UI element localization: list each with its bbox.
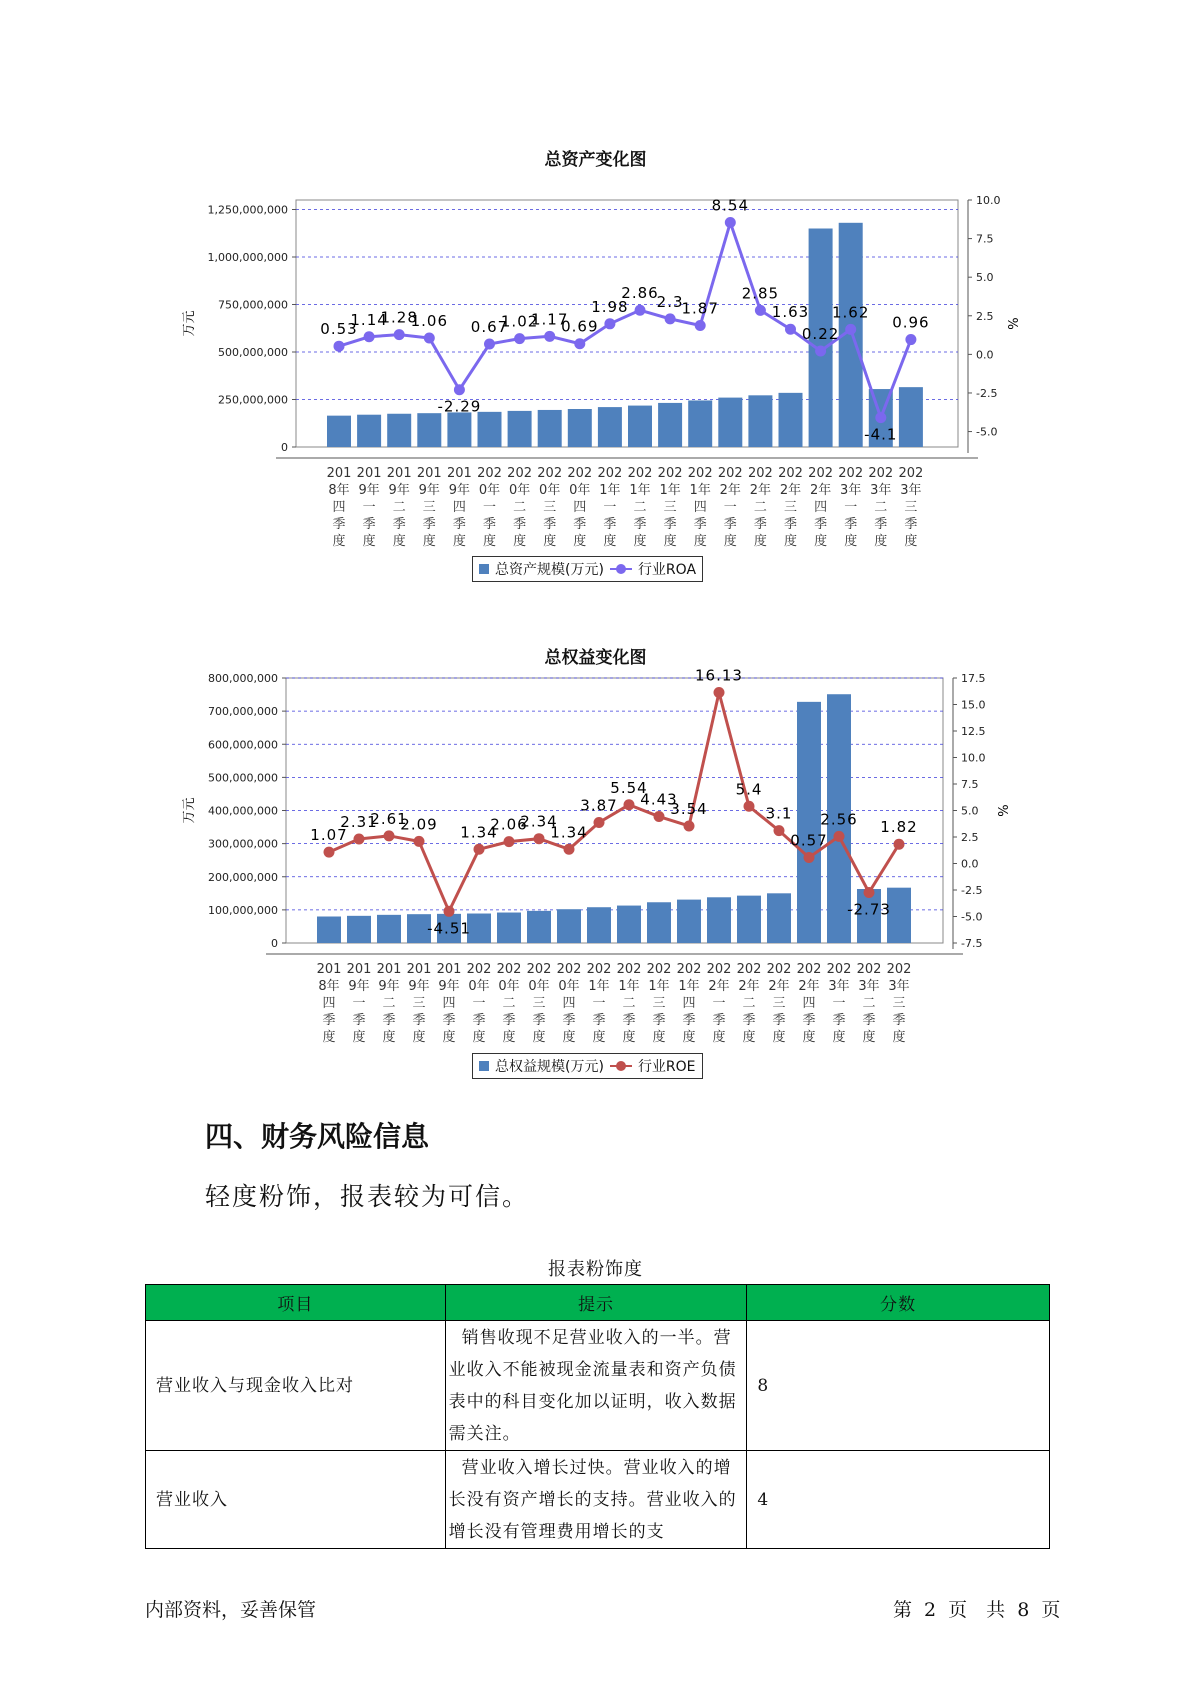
data-label: 16.13 [695,668,743,685]
data-label: 2.34 [520,812,558,831]
data-label: 2.85 [741,284,780,303]
line-point [905,334,916,345]
left-tick-label: 250,000,000 [218,393,288,407]
bar [628,406,652,447]
x-tick-label: 202 0年四季度 [556,962,582,1045]
line-point [635,305,646,316]
legend-bar-label: 总权益规模(万元) [495,1059,604,1075]
data-label: 1.07 [310,826,348,845]
legend-bar-label: 总资产规模(万元) [495,562,604,578]
line-point [624,799,635,810]
line-point [444,906,455,917]
legend-bar-swatch [479,1061,489,1071]
right-tick-label: 5.0 [976,271,994,285]
data-label: -2.73 [847,900,891,919]
chart1-legend [472,556,703,582]
x-tick-label: 202 0年一季度 [466,962,492,1045]
bar [478,412,502,447]
line-point [875,412,886,423]
right-tick-label: 12.5 [961,725,986,738]
line-point [815,345,826,356]
x-tick-label: 202 0年三季度 [526,962,552,1045]
data-label: 0.22 [801,324,840,343]
right-tick-label: 5.0 [961,804,979,818]
line-point [864,887,875,898]
line-point [394,329,405,340]
data-label: 1.02 [500,312,539,331]
left-tick-label: 0 [281,441,288,454]
right-tick-label: -7.5 [961,937,983,950]
line-point [454,384,465,395]
left-tick-label: 750,000,000 [218,298,288,312]
data-label: 0.57 [790,831,828,850]
right-tick-label: -5.0 [976,425,998,439]
x-tick-label: 202 0年四季度 [567,466,593,549]
line-point [894,839,905,850]
left-tick-label: 0 [271,937,278,950]
bar [527,911,551,943]
bar [677,900,701,943]
left-tick-label: 400,000,000 [208,804,278,818]
bar [568,409,592,447]
x-tick-label: 201 8年四季度 [316,962,342,1045]
bar [317,917,341,944]
row-hint [445,1451,747,1549]
left-tick-label: 500,000,000 [208,771,278,785]
bar [538,410,562,447]
line-point [534,833,545,844]
data-label: 0.96 [892,313,930,332]
bar [797,702,821,943]
line-point [484,339,495,350]
line-point [424,333,435,344]
right-axis-title: % [997,804,1012,817]
legend-line-label: 行业ROA [637,562,697,578]
x-tick-label: 202 1年三季度 [657,466,683,549]
right-axis-title: % [1007,317,1022,330]
line-point [334,341,345,352]
row-score: 4 [747,1451,1050,1549]
data-label: -4.1 [864,425,898,444]
chart1-title: 总资产变化图 [544,150,647,170]
right-tick-label: 15.0 [961,698,986,712]
line-point [654,811,665,822]
table-row [146,1451,1050,1549]
bar [647,902,671,943]
data-label: 1.14 [350,310,388,329]
x-tick-label: 201 9年一季度 [346,962,372,1045]
data-label: 1.98 [591,297,629,316]
bar [347,916,371,943]
data-label: 3.54 [670,799,708,818]
chart2-title: 总权益变化图 [544,648,647,668]
right-tick-label: -5.0 [961,910,983,924]
data-label: 8.54 [711,196,750,215]
x-tick-label: 202 1年二季度 [627,466,653,549]
row-item: 营业收入与现金收入比对 [146,1321,446,1451]
x-tick-label: 202 0年三季度 [537,466,563,549]
risk-table [145,1284,1050,1549]
bar [899,387,923,447]
right-tick-label: 0.0 [976,348,994,362]
left-tick-label: 300,000,000 [208,837,278,851]
data-label: 1.28 [380,308,418,327]
line-point [845,324,856,335]
left-tick-label: 1,000,000,000 [207,251,288,264]
bar [357,415,381,447]
left-tick-label: 100,000,000 [208,903,278,917]
data-label: 2.86 [621,284,659,303]
bar [767,893,791,943]
data-label: 1.34 [550,823,588,842]
left-axis-title: 万元 [182,797,197,824]
data-label: 2.3 [656,292,684,311]
left-tick-label: 500,000,000 [218,346,288,359]
right-tick-label: 17.5 [961,672,986,685]
bar [748,395,772,447]
line-point [684,820,695,831]
x-tick-label: 202 2年四季度 [796,962,822,1045]
right-tick-label: 7.5 [961,778,979,791]
line-point [755,305,766,316]
data-label: 5.4 [735,780,763,799]
right-tick-label: 10.0 [976,194,1001,207]
line-point [774,825,785,836]
right-tick-label: -2.5 [976,386,998,400]
x-tick-label: 202 3年一季度 [826,962,852,1045]
data-label: 5.54 [610,778,648,797]
x-tick-label: 201 9年三季度 [406,962,432,1045]
bar [658,403,682,447]
footer-right: 第 2 页 共 8 页 [893,1599,1061,1621]
line-point [354,834,365,845]
data-label: 1.17 [530,310,569,329]
x-tick-label: 202 2年三季度 [766,962,792,1045]
data-label: 0.69 [561,317,599,336]
row-hint-text: 营业收入增长过快。营业收入的增长没有资产增长的支持。营业收入的增长没有管理费用增长的支 [448,1457,737,1542]
row-item: 营业收入 [146,1451,446,1549]
data-label: 2.31 [340,813,378,832]
x-tick-label: 201 9年二季度 [386,466,412,549]
line-point [564,844,575,855]
right-tick-label: 10.0 [961,751,986,765]
line-point [834,831,845,842]
x-tick-label: 202 0年二季度 [496,962,522,1045]
x-tick-label: 202 3年三季度 [898,466,924,549]
right-tick-label: 2.5 [961,831,979,844]
bar [508,411,532,447]
data-label: 2.06 [490,815,528,834]
data-label: 2.56 [820,810,858,829]
table-header-row [146,1285,1050,1321]
line-point [714,687,725,698]
x-tick-label: 202 3年二季度 [868,466,894,549]
x-tick-label: 202 2年四季度 [808,466,834,549]
line-point [594,817,605,828]
bar [497,913,521,943]
header-hint: 提示 [445,1285,747,1321]
data-label: 1.62 [831,303,870,322]
left-tick-label: 1,250,000,000 [207,203,288,217]
total-equity-chart [0,668,1191,1088]
data-label: 3.87 [580,796,618,815]
chart2-legend [472,1053,703,1079]
bar [718,398,742,447]
line-point [544,331,555,342]
data-label: 0.67 [470,318,509,337]
x-tick-label: 202 3年三季度 [886,962,912,1045]
left-tick-label: 600,000,000 [208,738,278,752]
x-tick-label: 201 9年一季度 [356,466,382,549]
line-point [384,830,395,841]
x-tick-label: 202 2年二季度 [747,466,773,549]
row-score: 8 [747,1321,1050,1451]
line-point [665,313,676,324]
data-label: -2.29 [437,397,482,416]
data-label: 1.63 [771,303,810,322]
bar [387,414,411,447]
x-tick-label: 202 3年二季度 [856,962,882,1045]
x-tick-label: 202 1年四季度 [676,962,702,1045]
bar [587,907,611,943]
line-point [414,836,425,847]
row-hint: 销售收现不足营业收入的一半。营业收入不能被现金流量表和资产负债表中的科目变化加以证明，收入数据需关注。 [445,1321,747,1451]
line-point [725,217,736,228]
data-label: -4.51 [427,919,471,938]
x-tick-label: 202 1年一季度 [597,466,623,549]
footer-left: 内部资料，妥善保管 [145,1599,317,1621]
line-point [364,331,375,342]
x-tick-label: 201 9年三季度 [416,466,442,549]
x-tick-label: 202 1年三季度 [646,962,672,1045]
data-label: 1.06 [410,312,449,331]
x-tick-label: 202 2年三季度 [778,466,803,549]
bar [617,906,641,943]
line-point [514,333,525,344]
legend-bar-swatch [479,564,489,574]
legend-line-swatch [610,1065,632,1067]
bar [447,412,471,447]
x-tick-label: 202 1年二季度 [616,962,642,1045]
bar [779,393,803,447]
x-tick-label: 201 8年四季度 [326,466,352,549]
data-label: 2.09 [400,815,438,834]
bar [557,909,581,943]
table-row [146,1321,1050,1451]
x-tick-label: 201 9年四季度 [446,466,472,549]
header-score: 分数 [747,1285,1050,1321]
bar [707,897,731,943]
line-point [324,847,335,858]
left-tick-label: 800,000,000 [208,672,278,685]
x-tick-label: 201 9年四季度 [436,962,462,1045]
bar [377,915,401,943]
section-text: 轻度粉饰，报表较为可信。 [205,1182,530,1211]
bar [327,416,351,447]
bar [737,896,761,943]
line-point [604,318,615,329]
data-label: 4.43 [640,790,678,809]
bar [688,400,712,447]
line-point [574,338,585,349]
x-tick-label: 201 9年二季度 [376,962,402,1045]
x-tick-label: 202 3年一季度 [838,466,864,549]
bar [417,413,441,447]
x-tick-label: 202 2年一季度 [717,466,743,549]
x-tick-label: 202 2年二季度 [736,962,762,1045]
data-label: 1.87 [681,299,719,318]
legend-line-swatch [610,568,632,570]
data-label: 1.82 [880,818,918,837]
line-point [785,324,796,335]
line-point [504,836,515,847]
table-caption: 报表粉饰度 [548,1259,643,1280]
line-point [474,844,485,855]
data-label: 2.61 [370,809,408,828]
header-item: 项目 [146,1285,446,1321]
right-tick-label: -2.5 [961,884,983,897]
x-tick-label: 202 0年一季度 [477,466,502,549]
left-tick-label: 700,000,000 [208,705,278,719]
right-tick-label: 7.5 [976,232,994,246]
legend-line-label: 行业ROE [637,1059,696,1075]
left-tick-label: 200,000,000 [208,870,278,884]
right-tick-label: 0.0 [961,857,979,871]
right-tick-label: 2.5 [976,309,994,323]
line-point [744,801,755,812]
x-tick-label: 202 1年四季度 [687,466,713,549]
left-axis-title: 万元 [182,310,197,337]
x-tick-label: 202 1年一季度 [586,962,612,1045]
section-heading: 四、财务风险信息 [205,1120,430,1153]
x-tick-label: 202 2年一季度 [706,962,732,1045]
data-label: 3.1 [765,804,793,823]
bar [598,407,622,447]
data-label: 1.34 [460,823,498,842]
data-label: 0.53 [320,320,358,339]
line-point [695,320,706,331]
x-tick-label: 202 0年二季度 [507,466,533,549]
line-point [804,852,815,863]
